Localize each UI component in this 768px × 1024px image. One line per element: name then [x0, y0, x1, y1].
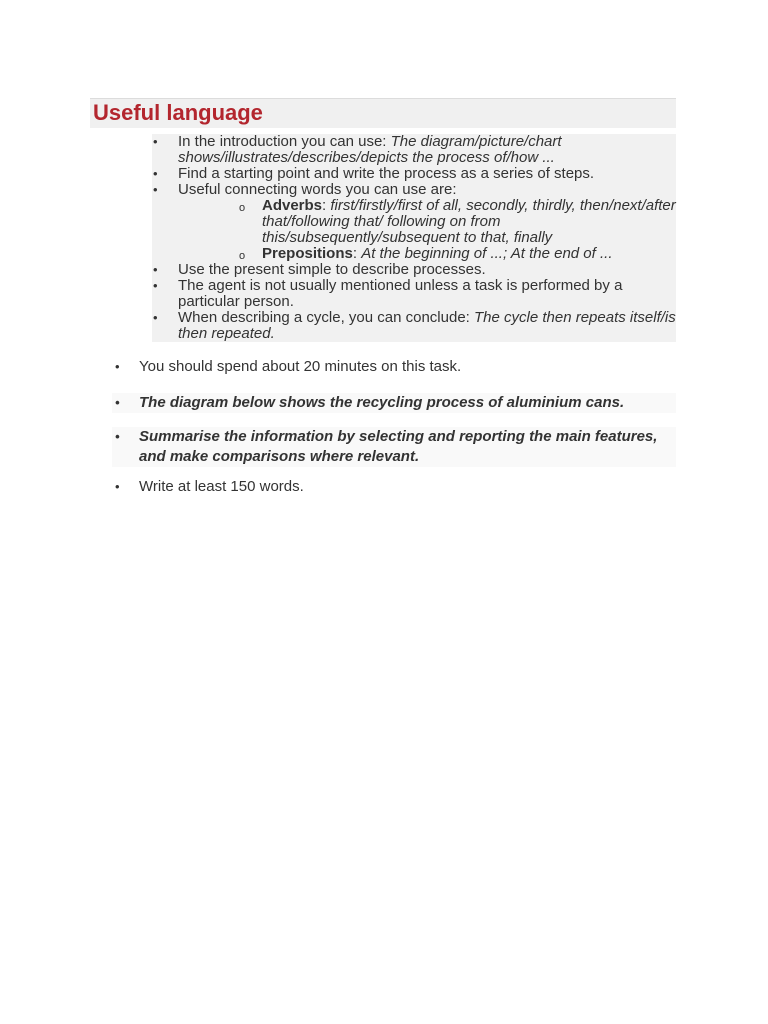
- tip-agent: • The agent is not usually mentioned unless a task is performed by a particular person.: [152, 278, 676, 310]
- task-summarise: • Summarise the information by selecting and reporting the main features, and make comparisons where relevant.: [112, 427, 676, 467]
- connecting-words-sublist: [237, 198, 676, 262]
- tip-adverbs: o Adverbs: first/firstly/first of all, secondly, thirdly, then/next/after that/following that/ following on from this/subsequently/subsequent to that, finally: [237, 198, 676, 246]
- tip-introduction: • In the introduction you can use: The diagram/picture/chart shows/illustrates/describes/depicts the process of/how ...: [152, 134, 676, 166]
- tips-list-continued: [152, 262, 676, 342]
- task-time: • You should spend about 20 minutes on this task.: [112, 357, 676, 377]
- task-diagram: • The diagram below shows the recycling process of aluminium cans.: [112, 393, 676, 413]
- tip-present-simple: • Use the present simple to describe processes.: [152, 262, 676, 278]
- useful-language-panel: [152, 134, 676, 342]
- tip-starting-point: • Find a starting point and write the process as a series of steps.: [152, 166, 676, 182]
- tips-list: [152, 134, 676, 198]
- tip-connecting-words: • Useful connecting words you can use are:: [152, 182, 676, 198]
- heading-bar: [90, 98, 676, 128]
- section-heading: Useful language: [93, 100, 263, 125]
- task-word-count: • Write at least 150 words.: [112, 477, 676, 497]
- tip-cycle: • When describing a cycle, you can conclude: The cycle then repeats itself/is then repeated.: [152, 310, 676, 342]
- tip-prepositions: o Prepositions: At the beginning of ...; At the end of ...: [237, 246, 676, 262]
